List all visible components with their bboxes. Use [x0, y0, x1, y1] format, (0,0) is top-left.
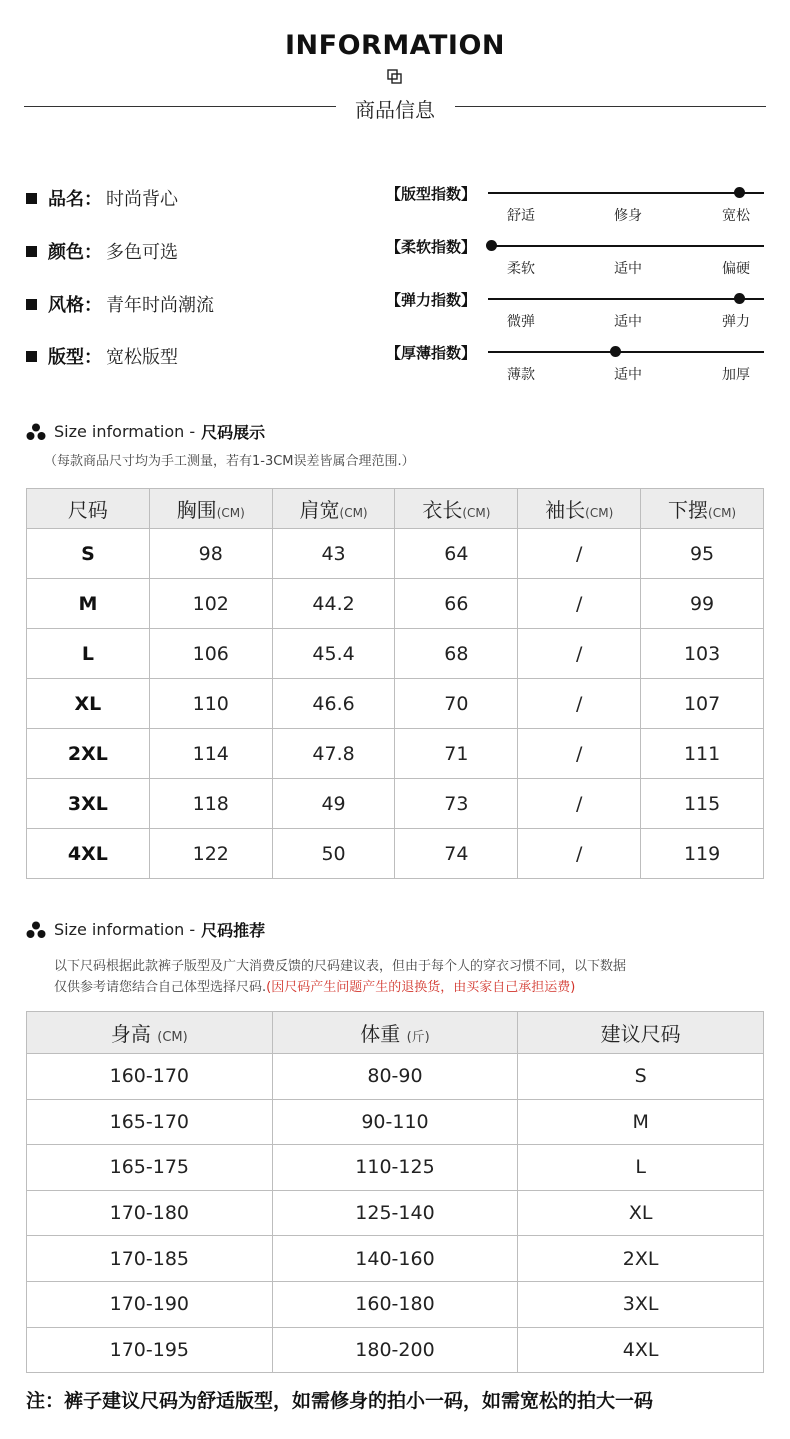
index-tick-label: 偏硬: [722, 261, 750, 277]
table-cell: /: [518, 529, 641, 579]
index-marker: [734, 187, 745, 198]
table-header-cell: [518, 1012, 764, 1054]
recommendation-note-2: [54, 976, 575, 995]
table-cell: /: [518, 779, 641, 829]
index-marker: [610, 346, 621, 357]
index-tick-label: 适中: [614, 314, 642, 330]
table-cell: 170-185: [27, 1236, 273, 1282]
index-track: [488, 351, 764, 353]
table-row: [27, 529, 764, 579]
table-cell: L: [518, 1145, 764, 1191]
index-tick-label: 柔软: [507, 261, 535, 277]
table-cell: /: [518, 629, 641, 679]
table-cell: 115: [641, 779, 764, 829]
table-cell: 160-180: [272, 1281, 518, 1327]
table-row: [27, 579, 764, 629]
table-cell: 74: [395, 829, 518, 879]
header-name: 建议尺码: [600, 1022, 681, 1046]
section-title-en: Size information -: [54, 422, 196, 441]
note-text: 仅供参考请您结合自己体型选择尺码.: [54, 980, 267, 995]
table-cell: /: [518, 579, 641, 629]
index-label: 【弹力指数】: [386, 291, 477, 309]
table-cell: XL: [27, 679, 150, 729]
attribute-value: 多色可选: [106, 242, 178, 263]
table-cell: 80-90: [272, 1054, 518, 1100]
attribute-value: 宽松版型: [106, 347, 178, 368]
header-name: 尺码: [67, 498, 108, 522]
table-cell: 160-170: [27, 1054, 273, 1100]
header-divider-right: [455, 106, 766, 107]
table-cell: 4XL: [27, 829, 150, 879]
index-tick-label: 薄款: [507, 367, 535, 383]
table-cell: M: [518, 1099, 764, 1145]
table-cell: 110-125: [272, 1145, 518, 1191]
rec-section-title: [26, 918, 265, 941]
table-row: [27, 1054, 764, 1100]
attribute-key: 风格：: [48, 295, 102, 316]
table-cell: 68: [395, 629, 518, 679]
size-table: [26, 488, 764, 879]
recommendation-note: 以下尺码根据此款裤子版型及广大消费反馈的尺码建议表，但由于每个人的穿衣习惯不同，以下数据: [54, 959, 627, 974]
table-cell: S: [27, 529, 150, 579]
attribute-row: [26, 237, 178, 265]
attribute-row: [26, 342, 178, 370]
table-cell: 43: [272, 529, 395, 579]
table-cell: 102: [149, 579, 272, 629]
table-row: [27, 1190, 764, 1236]
return-policy-note: (因尺码产生问题产生的退换货，由买家自己承担运费): [266, 980, 576, 995]
table-cell: 165-170: [27, 1099, 273, 1145]
table-cell: 180-200: [272, 1327, 518, 1373]
attribute-value: 青年时尚潮流: [106, 295, 214, 316]
table-header-cell: [641, 489, 764, 529]
table-header-cell: [27, 1012, 273, 1054]
table-header-cell: [27, 489, 150, 529]
header-name: 体重: [360, 1022, 401, 1046]
header-title: INFORMATION: [284, 30, 505, 61]
index-tick-label: 加厚: [722, 367, 750, 383]
header-name: 下摆: [668, 498, 709, 522]
trefoil-icon: [26, 423, 46, 441]
table-row: [27, 779, 764, 829]
square-bullet-icon: [26, 246, 37, 257]
table-cell: 106: [149, 629, 272, 679]
table-header-row: [27, 489, 764, 529]
measurement-note: （每款商品尺寸均为手工测量，若有1-3CM误差皆属合理范围.）: [44, 454, 415, 469]
table-cell: 49: [272, 779, 395, 829]
table-row: [27, 729, 764, 779]
header-name: 身高: [110, 1022, 151, 1046]
header-unit: (CM): [585, 506, 614, 520]
index-tick-label: 弹力: [722, 314, 750, 330]
index-scale: [386, 183, 766, 233]
attribute-key: 品名：: [48, 189, 102, 210]
header-unit: (CM): [708, 506, 737, 520]
table-row: [27, 1145, 764, 1191]
table-cell: 46.6: [272, 679, 395, 729]
attribute-row: [26, 290, 214, 318]
table-row: [27, 1327, 764, 1373]
table-row: [27, 679, 764, 729]
table-cell: 122: [149, 829, 272, 879]
header-name: 肩宽: [299, 498, 340, 522]
header-name: 胸围: [176, 498, 217, 522]
recommendation-table: [26, 1011, 764, 1373]
table-cell: 2XL: [518, 1236, 764, 1282]
header-unit: (CM): [339, 506, 368, 520]
header-subtitle: 商品信息: [355, 98, 435, 122]
index-scale: [386, 342, 766, 392]
header-unit: (CM): [216, 506, 245, 520]
index-tick-label: 适中: [614, 367, 642, 383]
table-row: [27, 1099, 764, 1145]
table-cell: 2XL: [27, 729, 150, 779]
index-label: 【厚薄指数】: [386, 344, 477, 362]
index-marker: [734, 293, 745, 304]
table-cell: 71: [395, 729, 518, 779]
table-cell: 170-190: [27, 1281, 273, 1327]
table-cell: 3XL: [518, 1281, 764, 1327]
trefoil-icon: [26, 921, 46, 939]
section-title-en: Size information -: [54, 920, 196, 939]
table-header-cell: [272, 1012, 518, 1054]
size-section-title: [26, 420, 265, 443]
table-cell: 118: [149, 779, 272, 829]
index-tick-label: 舒适: [507, 208, 535, 224]
table-cell: 170-195: [27, 1327, 273, 1373]
index-track: [488, 192, 764, 194]
header-name: 衣长: [422, 498, 463, 522]
table-cell: /: [518, 829, 641, 879]
index-track: [488, 298, 764, 300]
index-scale: [386, 289, 766, 339]
table-cell: 64: [395, 529, 518, 579]
table-cell: 99: [641, 579, 764, 629]
table-cell: 50: [272, 829, 395, 879]
info-header: [0, 0, 790, 130]
table-cell: L: [27, 629, 150, 679]
table-header-cell: [518, 489, 641, 529]
table-cell: 45.4: [272, 629, 395, 679]
table-cell: /: [518, 729, 641, 779]
table-cell: XL: [518, 1190, 764, 1236]
index-tick-label: 微弹: [507, 314, 535, 330]
square-bullet-icon: [26, 351, 37, 362]
table-cell: 95: [641, 529, 764, 579]
table-cell: 114: [149, 729, 272, 779]
header-unit: (CM): [462, 506, 491, 520]
table-cell: 165-175: [27, 1145, 273, 1191]
table-cell: 140-160: [272, 1236, 518, 1282]
table-cell: 119: [641, 829, 764, 879]
attribute-key: 版型：: [48, 347, 102, 368]
attribute-value: 时尚背心: [106, 189, 178, 210]
table-cell: 47.8: [272, 729, 395, 779]
table-row: [27, 1281, 764, 1327]
index-tick-label: 修身: [614, 208, 642, 224]
copy-squares-icon: [387, 69, 403, 85]
table-header-cell: [395, 489, 518, 529]
table-row: [27, 829, 764, 879]
table-row: [27, 1236, 764, 1282]
index-scale: [386, 236, 766, 286]
table-row: [27, 629, 764, 679]
attribute-key: 颜色：: [48, 242, 102, 263]
index-label: 【版型指数】: [386, 185, 477, 203]
section-title-zh: 尺码展示: [201, 423, 266, 442]
sizing-advice-footer: 注：裤子建议尺码为舒适版型，如需修身的拍小一码，如需宽松的拍大一码: [26, 1390, 654, 1412]
index-track: [488, 245, 764, 247]
table-header-cell: [149, 489, 272, 529]
table-cell: S: [518, 1054, 764, 1100]
table-cell: 3XL: [27, 779, 150, 829]
index-marker: [486, 240, 497, 251]
square-bullet-icon: [26, 193, 37, 204]
attribute-row: [26, 184, 178, 212]
table-cell: 98: [149, 529, 272, 579]
table-cell: 66: [395, 579, 518, 629]
table-cell: /: [518, 679, 641, 729]
index-tick-label: 宽松: [722, 208, 750, 224]
table-cell: 125-140: [272, 1190, 518, 1236]
table-header-row: [27, 1012, 764, 1054]
table-cell: 170-180: [27, 1190, 273, 1236]
table-cell: 111: [641, 729, 764, 779]
square-bullet-icon: [26, 299, 37, 310]
index-label: 【柔软指数】: [386, 238, 477, 256]
table-cell: 107: [641, 679, 764, 729]
table-cell: M: [27, 579, 150, 629]
table-cell: 73: [395, 779, 518, 829]
table-cell: 90-110: [272, 1099, 518, 1145]
table-cell: 103: [641, 629, 764, 679]
header-name: 袖长: [545, 498, 586, 522]
table-cell: 110: [149, 679, 272, 729]
table-cell: 4XL: [518, 1327, 764, 1373]
index-tick-label: 适中: [614, 261, 642, 277]
table-cell: 70: [395, 679, 518, 729]
table-cell: 44.2: [272, 579, 395, 629]
header-unit: (斤): [406, 1030, 430, 1045]
header-unit: (CM): [157, 1030, 188, 1045]
section-title-zh: 尺码推荐: [201, 921, 266, 940]
table-header-cell: [272, 489, 395, 529]
